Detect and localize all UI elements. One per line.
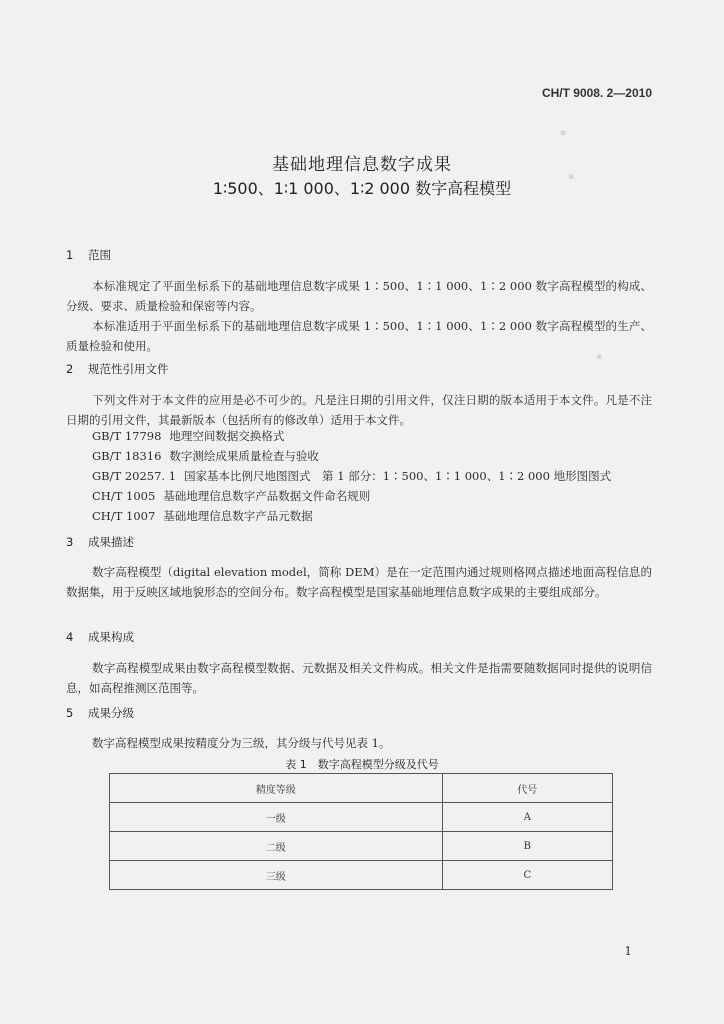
table-header-cell: 精度等级: [110, 774, 443, 803]
table-cell: B: [442, 832, 612, 861]
section-4-heading: [66, 629, 134, 645]
section-title: 成果描述: [88, 535, 134, 549]
reference-title: 基础地理信息数字产品数据文件命名规则: [163, 489, 371, 503]
section-number: 2: [66, 362, 74, 376]
reference-item: [92, 508, 313, 524]
reference-item: [92, 428, 284, 444]
grade-table: [109, 773, 613, 890]
reference-code: GB/T 18316: [92, 449, 162, 463]
section-title: 成果分级: [88, 706, 134, 720]
table-row: [110, 832, 613, 861]
table-caption: 表 1 数字高程模型分级及代号: [285, 758, 439, 771]
paragraph-text: 数字高程模型（digital elevation model，简称 DEM）是在一定范围内通过规则格网点描述地面高程信息的数据集，用于反映区域地貌形态的空间分布。数字高程模型是国家基础地理信息数字成果的主要组成部分。: [66, 565, 652, 599]
reference-title: 基础地理信息数字产品元数据: [163, 509, 313, 523]
section-5-heading: [66, 705, 134, 721]
table-row: [110, 803, 613, 832]
paragraph-text: 数字高程模型成果由数字高程模型数据、元数据及相关文件构成。相关文件是指需要随数据同时提供的说明信息，如高程推测区范围等。: [66, 661, 652, 695]
standard-code: CH/T 9008. 2—2010: [541, 86, 652, 100]
section-1-heading: [66, 247, 111, 263]
section-1-paragraph-2: [66, 316, 652, 356]
paragraph-text: 下列文件对于本文件的应用是必不可少的。凡是注日期的引用文件，仅注日期的版本适用于本文件。凡是不注日期的引用文件，其最新版本（包括所有的修改单）适用于本文件。: [66, 393, 652, 427]
reference-code: CH/T 1007: [92, 509, 156, 523]
reference-title: 国家基本比例尺地图图式 第 1 部分：1∶500、1∶1 000、1∶2 000 地形图图式: [184, 469, 612, 483]
table-cell: 二级: [110, 832, 443, 861]
paragraph-text: 数字高程模型成果按精度分为三级，其分级与代号见表 1。: [92, 736, 391, 750]
section-3-heading: [66, 534, 134, 550]
section-title: 范围: [88, 248, 111, 262]
reference-title: 数字测绘成果质量检查与验收: [169, 449, 319, 463]
table-cell: C: [442, 861, 612, 890]
table-cell: 一级: [110, 803, 443, 832]
section-2-heading: [66, 361, 169, 377]
paragraph-text: 本标准适用于平面坐标系下的基础地理信息数字成果 1∶500、1∶1 000、1∶2 000 数字高程模型的生产、质量检验和使用。: [66, 319, 652, 353]
section-5-paragraph-1: [66, 733, 652, 753]
section-2-paragraph-1: [66, 390, 652, 430]
document-title: 基础地理信息数字成果: [272, 155, 452, 175]
section-number: 1: [66, 248, 74, 262]
section-title: 规范性引用文件: [88, 362, 169, 376]
table-cell: A: [442, 803, 612, 832]
bleed-through-mark: ▪: [568, 172, 575, 182]
bleed-through-mark: ▪: [596, 352, 603, 362]
section-number: 5: [66, 706, 74, 720]
section-number: 4: [66, 630, 74, 644]
section-3-paragraph-1: [66, 562, 652, 602]
reference-item: [92, 468, 611, 484]
reference-code: GB/T 20257. 1: [92, 469, 177, 483]
table-cell: 三级: [110, 861, 443, 890]
section-4-paragraph-1: [66, 658, 652, 698]
reference-code: CH/T 1005: [92, 489, 156, 503]
section-title: 成果构成: [88, 630, 134, 644]
reference-title: 地理空间数据交换格式: [169, 429, 285, 443]
table-row: [110, 861, 613, 890]
section-number: 3: [66, 535, 74, 549]
section-1-paragraph-1: [66, 276, 652, 316]
bleed-through-mark: ▪: [560, 128, 567, 138]
reference-code: GB/T 17798: [92, 429, 162, 443]
paragraph-text: 本标准规定了平面坐标系下的基础地理信息数字成果 1∶500、1∶1 000、1∶2 000 数字高程模型的构成、分级、要求、质量检验和保密等内容。: [66, 279, 652, 313]
page-number: 1: [624, 944, 632, 958]
table-header-row: [110, 774, 613, 803]
reference-item: [92, 448, 319, 464]
reference-item: [92, 488, 370, 504]
document-subtitle: 1∶500、1∶1 000、1∶2 000 数字高程模型: [212, 179, 512, 198]
table-header-cell: 代号: [442, 774, 612, 803]
